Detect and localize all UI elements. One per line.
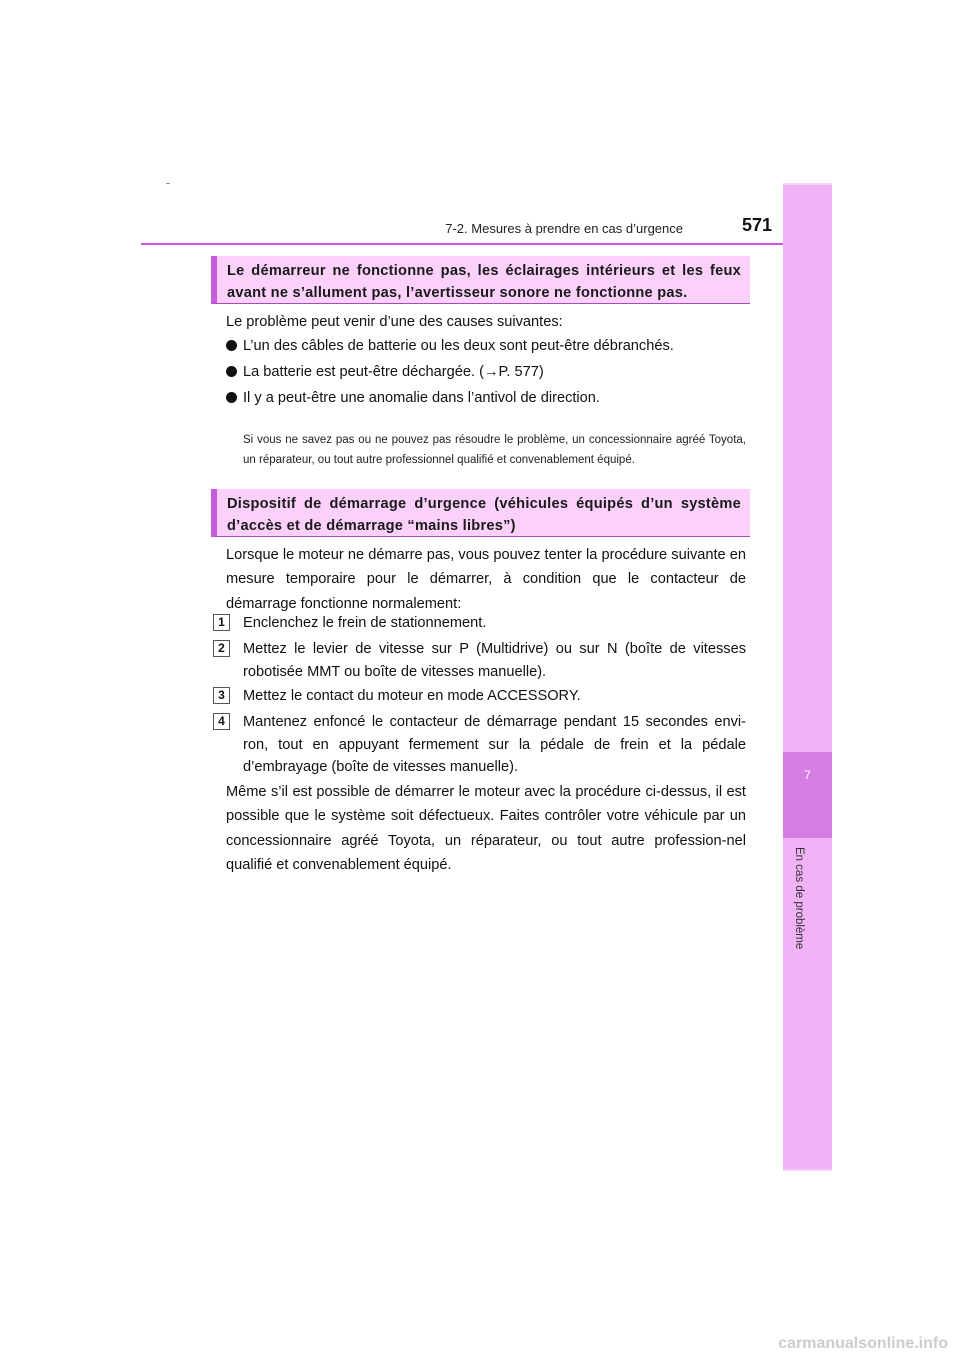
running-header-title: 7-2. Mesures à prendre en cas d’urgence [445,221,683,236]
bullet-dot-icon [226,392,237,403]
chapter-title-vertical [787,847,811,987]
crop-mark [166,183,170,184]
step-text: Mantenez enfoncé le contacteur de démarrage pendant 15 secondes envi-ron, tout en appuyant fermement sur la pédale de frein et la pédale d’embrayage (boîte de vitesses manuelle). [243,714,746,775]
step-text: Mettez le levier de vitesse sur P (Multidrive) ou sur N (boîte de vitesses robotisée MMT ou boîte de vitesses manuelle). [243,641,746,680]
section-heading-emergency-start: Dispositif de démarrage d’urgence (véhicules équipés d’un système d’accès et de démarrage “mains libres”) [211,489,750,537]
step-number-badge: 1 [213,614,230,631]
header-rule [141,243,832,245]
section2-conclusion: Même s’il est possible de démarrer le moteur avec la procédure ci-dessus, il est possible que le système soit défectueux. Faites contrôler votre véhicule par un concessionnaire agréé Toyota, un réparateur, ou tout autre profession-nel qualifié et convenablement équipé. [226,784,746,873]
step-number-badge: 3 [213,687,230,704]
step-text: Enclenchez le frein de stationnement. [243,615,487,631]
section2-intro: Lorsque le moteur ne démarre pas, vous pouvez tenter la procédure suivante en mesure temporaire pour le démarrer, à condition que le contacteur de démarrage fonctionne normalement: [226,547,746,612]
step-number-badge: 4 [213,713,230,730]
watermark: carmanualsonline.info [778,1335,948,1352]
section1-intro: Le problème peut venir d’une des causes suivantes: [226,314,563,330]
bullet-text-battery-link: La batterie est peut-être déchargée. (→P. 577) [243,364,544,380]
side-tab-bottom-edge [783,1169,832,1171]
chapter-side-tab [783,183,832,1171]
page-number: 571 [741,215,772,235]
step-text: Mettez le contact du moteur en mode ACCESSORY. [243,688,581,704]
chapter-number: 7 [804,768,811,782]
bullet-text: Il y a peut-être une anomalie dans l’antivol de direction. [243,390,600,406]
bullet-dot-icon [226,366,237,377]
step-number-badge: 2 [213,640,230,657]
side-tab-top-edge [783,183,832,185]
section1-note: Si vous ne savez pas ou ne pouvez pas résoudre le problème, un concessionnaire agréé Toyota, un réparateur, ou tout autre professionnel qualifié et convenablement équipé. [243,434,746,466]
bullet-text: L’un des câbles de batterie ou les deux sont peut-être débranchés. [243,338,674,354]
bullet-dot-icon [226,340,237,351]
section-heading-starter-failure: Le démarreur ne fonctionne pas, les éclairages intérieurs et les feux avant ne s’allument pas, l’avertisseur sonore ne fonctionne pas. [211,256,750,304]
chapter-block [783,752,832,838]
chapter-title-text: En cas de problème [793,847,805,950]
